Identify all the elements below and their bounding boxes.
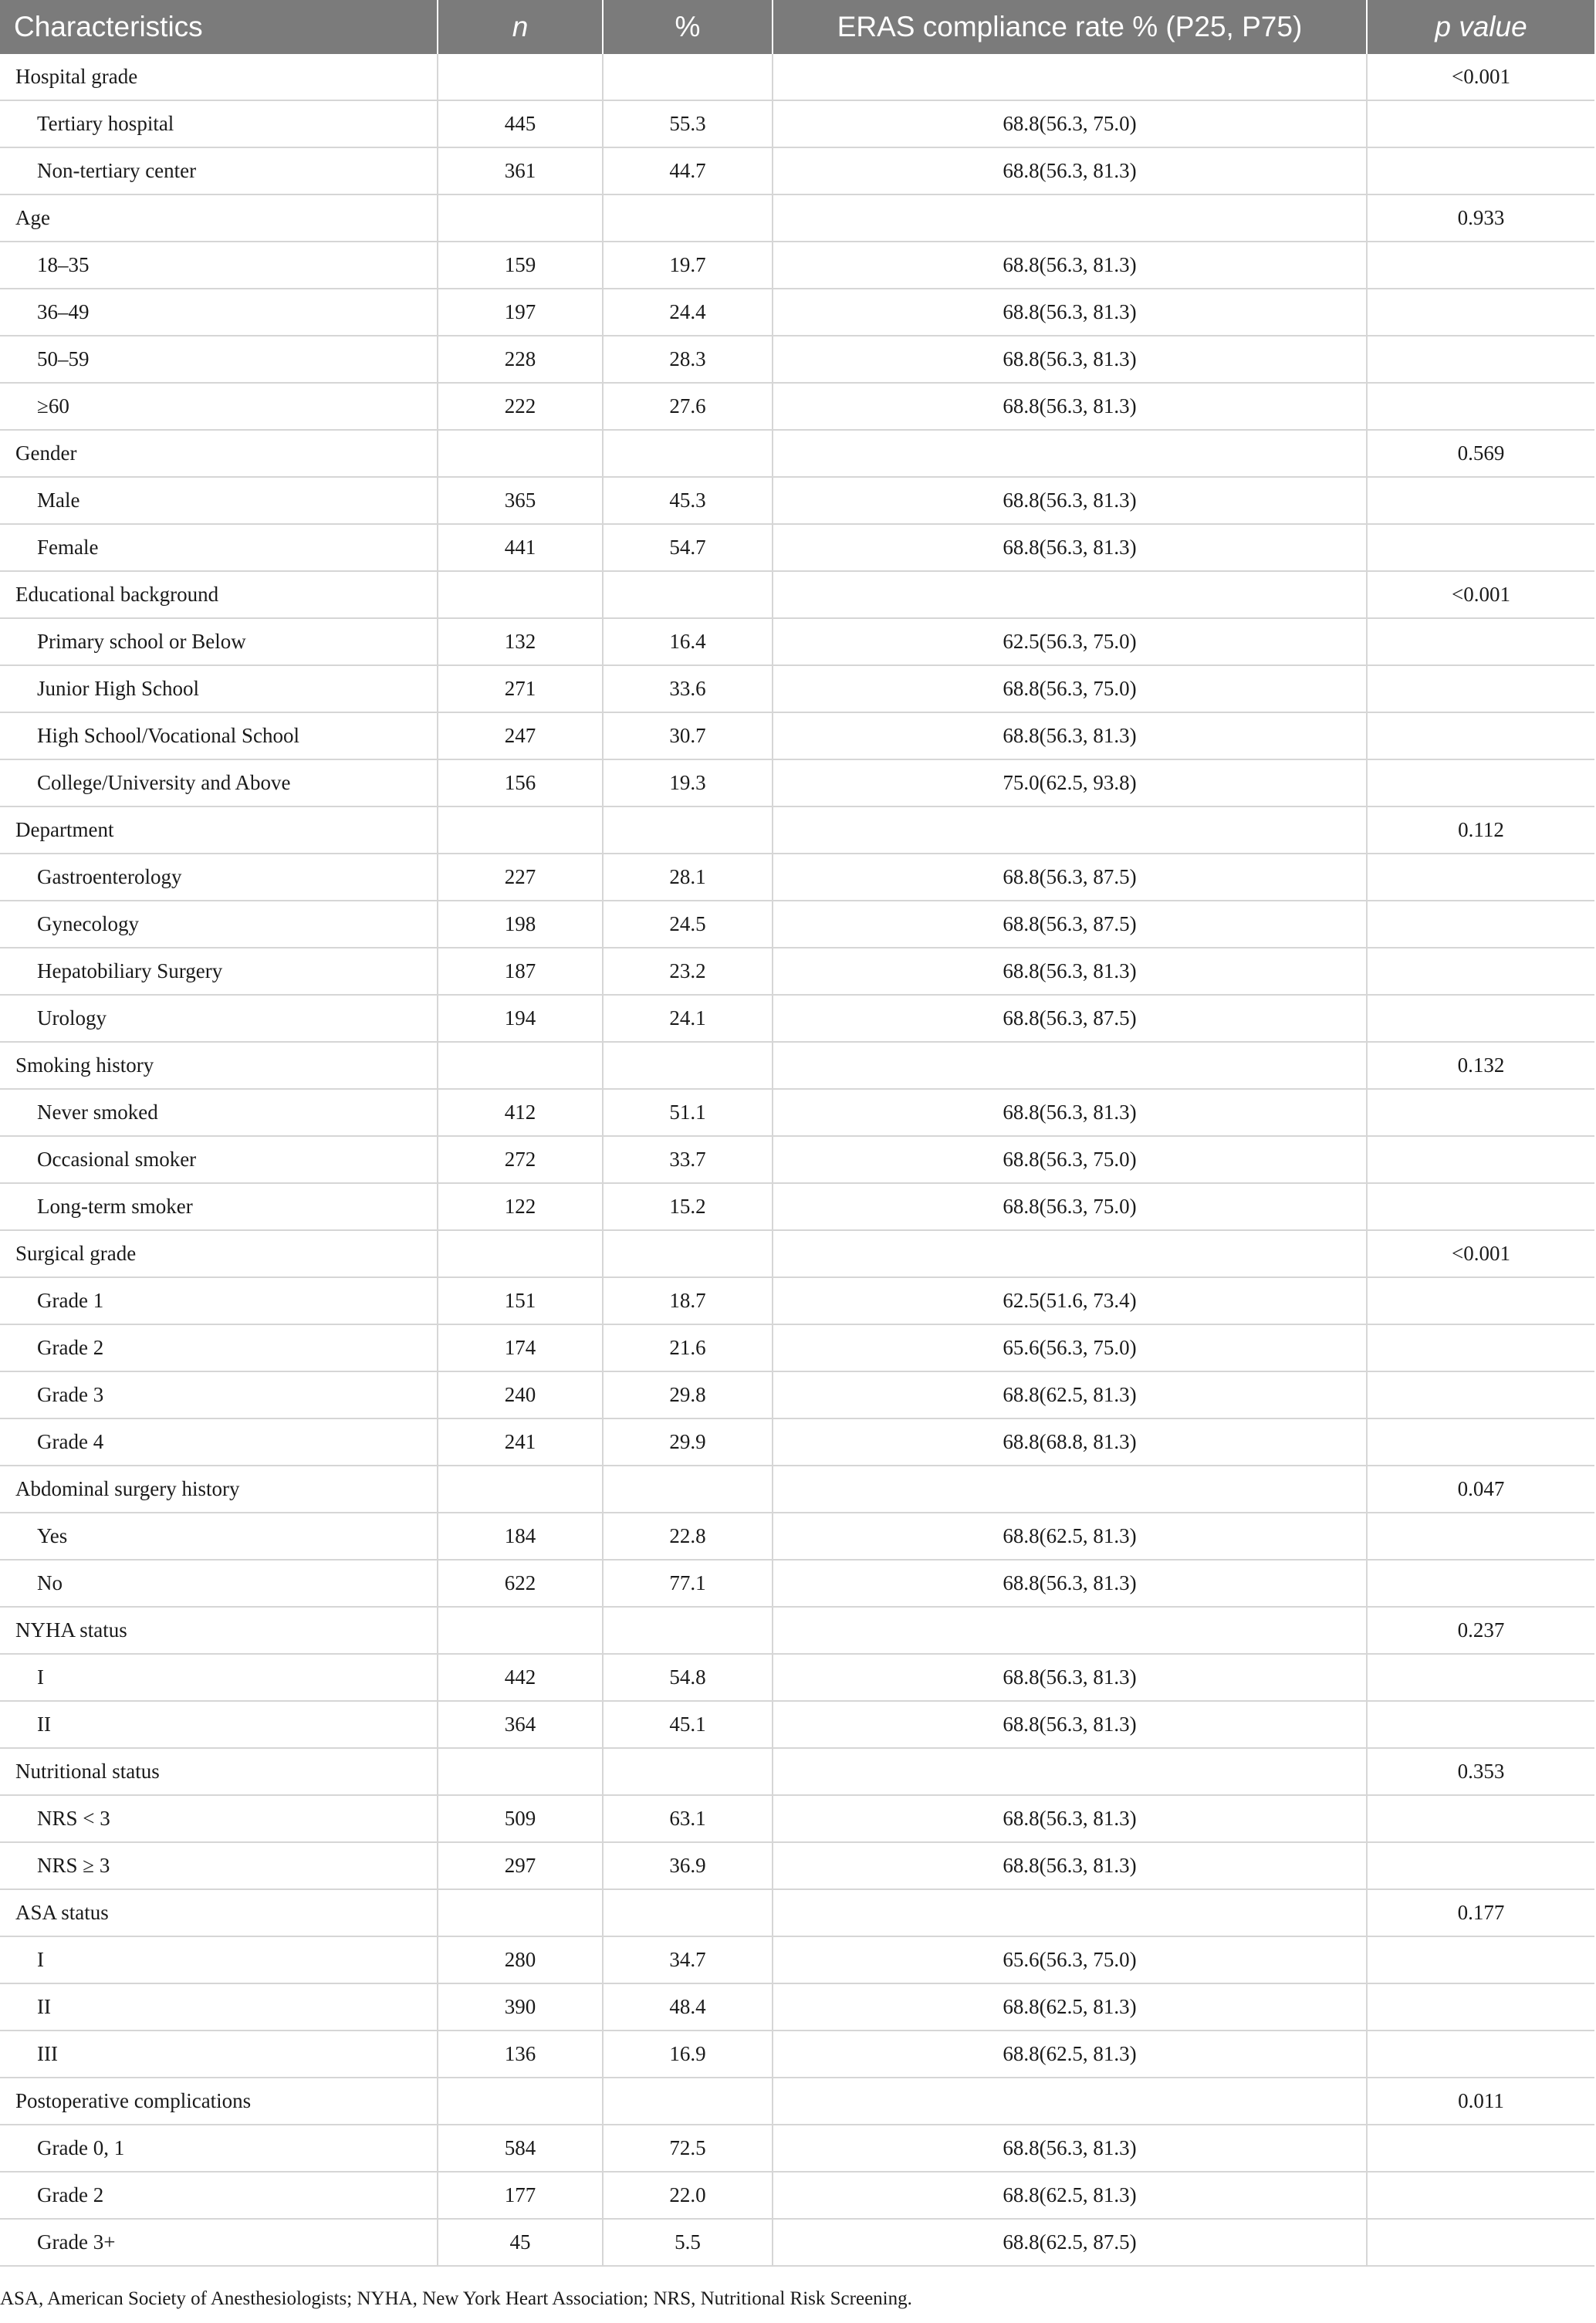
header-p-value-text: p value bbox=[1435, 11, 1527, 42]
header-n: n bbox=[438, 0, 603, 54]
cell-n bbox=[438, 1230, 603, 1277]
cell-percent bbox=[603, 2078, 773, 2125]
cell-percent: 54.8 bbox=[603, 1654, 773, 1701]
cell-percent: 36.9 bbox=[603, 1842, 773, 1889]
cell-characteristic: Postoperative complications bbox=[0, 2078, 438, 2125]
cell-n: 445 bbox=[438, 100, 603, 147]
cell-eras-compliance: 68.8(56.3, 87.5) bbox=[773, 854, 1367, 901]
cell-n: 365 bbox=[438, 477, 603, 524]
cell-p-value: 0.112 bbox=[1367, 806, 1594, 854]
cell-n bbox=[438, 194, 603, 242]
cell-eras-compliance bbox=[773, 1607, 1367, 1654]
table-group-row bbox=[0, 2078, 1594, 2125]
cell-characteristic: ASA status bbox=[0, 1889, 438, 1936]
table-row bbox=[0, 477, 1594, 524]
cell-characteristic: II bbox=[0, 1983, 438, 2031]
table-row bbox=[0, 1183, 1594, 1230]
cell-n bbox=[438, 1889, 603, 1936]
table-group-row bbox=[0, 430, 1594, 477]
cell-n: 227 bbox=[438, 854, 603, 901]
cell-eras-compliance bbox=[773, 1042, 1367, 1089]
cell-characteristic: Grade 1 bbox=[0, 1277, 438, 1324]
cell-n: 272 bbox=[438, 1136, 603, 1183]
cell-p-value bbox=[1367, 289, 1594, 336]
table-row bbox=[0, 1136, 1594, 1183]
cell-percent: 19.7 bbox=[603, 242, 773, 289]
cell-p-value: <0.001 bbox=[1367, 1230, 1594, 1277]
cell-eras-compliance: 68.8(56.3, 81.3) bbox=[773, 1795, 1367, 1842]
cell-percent: 19.3 bbox=[603, 759, 773, 806]
cell-percent: 15.2 bbox=[603, 1183, 773, 1230]
cell-percent: 45.3 bbox=[603, 477, 773, 524]
table-row bbox=[0, 995, 1594, 1042]
cell-percent: 27.6 bbox=[603, 383, 773, 430]
cell-characteristic: College/University and Above bbox=[0, 759, 438, 806]
cell-percent bbox=[603, 194, 773, 242]
cell-eras-compliance: 68.8(56.3, 81.3) bbox=[773, 289, 1367, 336]
table-group-row bbox=[0, 571, 1594, 618]
table-row bbox=[0, 1654, 1594, 1701]
cell-eras-compliance bbox=[773, 1748, 1367, 1795]
cell-p-value bbox=[1367, 1842, 1594, 1889]
cell-p-value bbox=[1367, 995, 1594, 1042]
cell-n bbox=[438, 430, 603, 477]
cell-characteristic: Grade 2 bbox=[0, 2172, 438, 2219]
cell-n bbox=[438, 806, 603, 854]
cell-characteristic: ≥60 bbox=[0, 383, 438, 430]
cell-n: 241 bbox=[438, 1418, 603, 1466]
cell-percent bbox=[603, 1889, 773, 1936]
table-group-row bbox=[0, 1607, 1594, 1654]
cell-eras-compliance: 68.8(56.3, 81.3) bbox=[773, 524, 1367, 571]
cell-eras-compliance: 68.8(62.5, 81.3) bbox=[773, 1983, 1367, 2031]
cell-n: 194 bbox=[438, 995, 603, 1042]
cell-percent: 51.1 bbox=[603, 1089, 773, 1136]
cell-n: 509 bbox=[438, 1795, 603, 1842]
table-row bbox=[0, 759, 1594, 806]
cell-p-value bbox=[1367, 147, 1594, 194]
cell-characteristic: No bbox=[0, 1560, 438, 1607]
header-row bbox=[0, 0, 1594, 54]
cell-characteristic: Age bbox=[0, 194, 438, 242]
cell-p-value bbox=[1367, 1183, 1594, 1230]
cell-percent: 48.4 bbox=[603, 1983, 773, 2031]
cell-characteristic: Hepatobiliary Surgery bbox=[0, 948, 438, 995]
cell-n bbox=[438, 54, 603, 100]
cell-n bbox=[438, 1466, 603, 1513]
cell-characteristic: Yes bbox=[0, 1513, 438, 1560]
cell-p-value bbox=[1367, 901, 1594, 948]
cell-p-value bbox=[1367, 1795, 1594, 1842]
cell-eras-compliance bbox=[773, 1889, 1367, 1936]
header-percent: % bbox=[603, 0, 773, 54]
table-header bbox=[0, 0, 1594, 54]
table-group-row bbox=[0, 54, 1594, 100]
cell-characteristic: Never smoked bbox=[0, 1089, 438, 1136]
cell-characteristic: Grade 4 bbox=[0, 1418, 438, 1466]
table-row bbox=[0, 1701, 1594, 1748]
cell-percent: 72.5 bbox=[603, 2125, 773, 2172]
header-eras-compliance: ERAS compliance rate % (P25, P75) bbox=[773, 0, 1367, 54]
cell-characteristic: Hospital grade bbox=[0, 54, 438, 100]
table-row bbox=[0, 1277, 1594, 1324]
cell-p-value bbox=[1367, 712, 1594, 759]
cell-percent: 22.0 bbox=[603, 2172, 773, 2219]
cell-percent: 29.8 bbox=[603, 1371, 773, 1418]
cell-eras-compliance: 68.8(68.8, 81.3) bbox=[773, 1418, 1367, 1466]
cell-n bbox=[438, 2078, 603, 2125]
cell-eras-compliance: 68.8(56.3, 81.3) bbox=[773, 1842, 1367, 1889]
cell-eras-compliance: 68.8(56.3, 81.3) bbox=[773, 1560, 1367, 1607]
table-row bbox=[0, 147, 1594, 194]
cell-percent: 54.7 bbox=[603, 524, 773, 571]
header-characteristics: Characteristics bbox=[0, 0, 438, 54]
table-row bbox=[0, 1371, 1594, 1418]
cell-eras-compliance: 68.8(56.3, 81.3) bbox=[773, 336, 1367, 383]
cell-p-value: 0.011 bbox=[1367, 2078, 1594, 2125]
cell-n: 442 bbox=[438, 1654, 603, 1701]
table-row bbox=[0, 1936, 1594, 1983]
cell-characteristic: Grade 2 bbox=[0, 1324, 438, 1371]
table-row bbox=[0, 1795, 1594, 1842]
cell-characteristic: Grade 0, 1 bbox=[0, 2125, 438, 2172]
cell-n: 187 bbox=[438, 948, 603, 995]
cell-characteristic: Tertiary hospital bbox=[0, 100, 438, 147]
table-row bbox=[0, 665, 1594, 712]
cell-p-value bbox=[1367, 759, 1594, 806]
cell-n: 240 bbox=[438, 1371, 603, 1418]
cell-percent: 28.1 bbox=[603, 854, 773, 901]
cell-p-value: 0.047 bbox=[1367, 1466, 1594, 1513]
cell-percent: 22.8 bbox=[603, 1513, 773, 1560]
cell-percent: 28.3 bbox=[603, 336, 773, 383]
header-p-value bbox=[1367, 0, 1594, 54]
cell-p-value bbox=[1367, 2219, 1594, 2266]
cell-percent: 34.7 bbox=[603, 1936, 773, 1983]
cell-characteristic: Urology bbox=[0, 995, 438, 1042]
cell-characteristic: Non-tertiary center bbox=[0, 147, 438, 194]
cell-n: 45 bbox=[438, 2219, 603, 2266]
cell-n bbox=[438, 1607, 603, 1654]
cell-eras-compliance: 68.8(56.3, 75.0) bbox=[773, 665, 1367, 712]
cell-p-value bbox=[1367, 2172, 1594, 2219]
cell-eras-compliance bbox=[773, 1466, 1367, 1513]
cell-p-value bbox=[1367, 100, 1594, 147]
cell-p-value bbox=[1367, 1513, 1594, 1560]
cell-characteristic: Primary school or Below bbox=[0, 618, 438, 665]
table-row bbox=[0, 242, 1594, 289]
cell-percent bbox=[603, 1466, 773, 1513]
cell-eras-compliance: 68.8(56.3, 87.5) bbox=[773, 995, 1367, 1042]
cell-percent: 29.9 bbox=[603, 1418, 773, 1466]
cell-characteristic: 50–59 bbox=[0, 336, 438, 383]
cell-p-value bbox=[1367, 1983, 1594, 2031]
cell-n: 280 bbox=[438, 1936, 603, 1983]
cell-n: 222 bbox=[438, 383, 603, 430]
cell-eras-compliance: 68.8(56.3, 75.0) bbox=[773, 1136, 1367, 1183]
cell-characteristic: 18–35 bbox=[0, 242, 438, 289]
cell-p-value bbox=[1367, 2125, 1594, 2172]
cell-percent: 33.6 bbox=[603, 665, 773, 712]
cell-n bbox=[438, 1748, 603, 1795]
cell-eras-compliance: 68.8(56.3, 81.3) bbox=[773, 147, 1367, 194]
cell-percent bbox=[603, 430, 773, 477]
cell-eras-compliance: 68.8(62.5, 81.3) bbox=[773, 1513, 1367, 1560]
cell-characteristic: Surgical grade bbox=[0, 1230, 438, 1277]
cell-percent: 24.5 bbox=[603, 901, 773, 948]
table-group-row bbox=[0, 1889, 1594, 1936]
cell-n bbox=[438, 571, 603, 618]
cell-p-value: <0.001 bbox=[1367, 54, 1594, 100]
cell-characteristic: Occasional smoker bbox=[0, 1136, 438, 1183]
cell-eras-compliance: 75.0(62.5, 93.8) bbox=[773, 759, 1367, 806]
cell-p-value bbox=[1367, 948, 1594, 995]
cell-percent: 44.7 bbox=[603, 147, 773, 194]
cell-characteristic: I bbox=[0, 1936, 438, 1983]
table-group-row bbox=[0, 194, 1594, 242]
table-row bbox=[0, 1418, 1594, 1466]
cell-p-value: 0.177 bbox=[1367, 1889, 1594, 1936]
cell-n: 159 bbox=[438, 242, 603, 289]
cell-characteristic: Gender bbox=[0, 430, 438, 477]
cell-percent bbox=[603, 1748, 773, 1795]
cell-p-value bbox=[1367, 1560, 1594, 1607]
cell-eras-compliance: 68.8(62.5, 81.3) bbox=[773, 2031, 1367, 2078]
cell-n: 622 bbox=[438, 1560, 603, 1607]
table-row bbox=[0, 948, 1594, 995]
cell-percent: 21.6 bbox=[603, 1324, 773, 1371]
cell-characteristic: I bbox=[0, 1654, 438, 1701]
table-group-row bbox=[0, 1042, 1594, 1089]
cell-eras-compliance: 68.8(62.5, 81.3) bbox=[773, 2172, 1367, 2219]
cell-characteristic: Department bbox=[0, 806, 438, 854]
table-group-row bbox=[0, 1230, 1594, 1277]
cell-characteristic: Smoking history bbox=[0, 1042, 438, 1089]
cell-p-value bbox=[1367, 1324, 1594, 1371]
table-row bbox=[0, 2125, 1594, 2172]
cell-eras-compliance bbox=[773, 571, 1367, 618]
cell-characteristic: Long-term smoker bbox=[0, 1183, 438, 1230]
table-row bbox=[0, 1324, 1594, 1371]
cell-eras-compliance: 68.8(56.3, 75.0) bbox=[773, 100, 1367, 147]
cell-characteristic: Male bbox=[0, 477, 438, 524]
table-row bbox=[0, 854, 1594, 901]
cell-eras-compliance: 68.8(56.3, 81.3) bbox=[773, 2125, 1367, 2172]
cell-eras-compliance bbox=[773, 1230, 1367, 1277]
cell-p-value bbox=[1367, 1418, 1594, 1466]
cell-percent: 23.2 bbox=[603, 948, 773, 995]
cell-n: 412 bbox=[438, 1089, 603, 1136]
cell-eras-compliance bbox=[773, 54, 1367, 100]
cell-characteristic: Gynecology bbox=[0, 901, 438, 948]
cell-p-value bbox=[1367, 242, 1594, 289]
cell-eras-compliance: 65.6(56.3, 75.0) bbox=[773, 1324, 1367, 1371]
cell-eras-compliance: 68.8(56.3, 75.0) bbox=[773, 1183, 1367, 1230]
cell-p-value: 0.237 bbox=[1367, 1607, 1594, 1654]
cell-n: 156 bbox=[438, 759, 603, 806]
cell-n: 132 bbox=[438, 618, 603, 665]
table-row bbox=[0, 1842, 1594, 1889]
cell-eras-compliance: 65.6(56.3, 75.0) bbox=[773, 1936, 1367, 1983]
table-row bbox=[0, 336, 1594, 383]
cell-p-value bbox=[1367, 1089, 1594, 1136]
cell-eras-compliance: 68.8(56.3, 81.3) bbox=[773, 1654, 1367, 1701]
cell-eras-compliance: 68.8(56.3, 87.5) bbox=[773, 901, 1367, 948]
cell-p-value bbox=[1367, 1277, 1594, 1324]
table-row bbox=[0, 2219, 1594, 2266]
cell-percent: 63.1 bbox=[603, 1795, 773, 1842]
cell-percent: 45.1 bbox=[603, 1701, 773, 1748]
cell-n: 361 bbox=[438, 147, 603, 194]
cell-p-value bbox=[1367, 2031, 1594, 2078]
cell-eras-compliance: 68.8(62.5, 81.3) bbox=[773, 1371, 1367, 1418]
cell-n: 364 bbox=[438, 1701, 603, 1748]
cell-p-value bbox=[1367, 524, 1594, 571]
cell-characteristic: Abdominal surgery history bbox=[0, 1466, 438, 1513]
cell-p-value bbox=[1367, 336, 1594, 383]
cell-characteristic: Junior High School bbox=[0, 665, 438, 712]
cell-characteristic: 36–49 bbox=[0, 289, 438, 336]
table-row bbox=[0, 1513, 1594, 1560]
cell-p-value: 0.132 bbox=[1367, 1042, 1594, 1089]
cell-eras-compliance bbox=[773, 2078, 1367, 2125]
cell-characteristic: Grade 3 bbox=[0, 1371, 438, 1418]
table-footnote: ASA, American Society of Anesthesiologists; NYHA, New York Heart Association; NRS, Nutritional Risk Screening. bbox=[0, 2288, 912, 2309]
cell-percent: 55.3 bbox=[603, 100, 773, 147]
table-row bbox=[0, 524, 1594, 571]
cell-n: 390 bbox=[438, 1983, 603, 2031]
cell-percent bbox=[603, 1042, 773, 1089]
table-group-row bbox=[0, 806, 1594, 854]
cell-percent bbox=[603, 1230, 773, 1277]
cell-percent: 16.4 bbox=[603, 618, 773, 665]
cell-p-value: <0.001 bbox=[1367, 571, 1594, 618]
cell-percent bbox=[603, 806, 773, 854]
cell-n: 198 bbox=[438, 901, 603, 948]
cell-percent: 30.7 bbox=[603, 712, 773, 759]
cell-n: 151 bbox=[438, 1277, 603, 1324]
cell-percent: 33.7 bbox=[603, 1136, 773, 1183]
cell-n: 271 bbox=[438, 665, 603, 712]
table-group-row bbox=[0, 1466, 1594, 1513]
cell-characteristic: Gastroenterology bbox=[0, 854, 438, 901]
cell-eras-compliance bbox=[773, 194, 1367, 242]
cell-p-value bbox=[1367, 1701, 1594, 1748]
cell-p-value bbox=[1367, 1136, 1594, 1183]
cell-p-value bbox=[1367, 1371, 1594, 1418]
cell-characteristic: NYHA status bbox=[0, 1607, 438, 1654]
cell-eras-compliance: 68.8(56.3, 81.3) bbox=[773, 242, 1367, 289]
cell-percent: 18.7 bbox=[603, 1277, 773, 1324]
cell-eras-compliance: 68.8(56.3, 81.3) bbox=[773, 948, 1367, 995]
cell-p-value bbox=[1367, 618, 1594, 665]
cell-percent bbox=[603, 1607, 773, 1654]
table-row bbox=[0, 1983, 1594, 2031]
table-row bbox=[0, 618, 1594, 665]
cell-n: 136 bbox=[438, 2031, 603, 2078]
cell-percent bbox=[603, 571, 773, 618]
cell-n: 174 bbox=[438, 1324, 603, 1371]
cell-eras-compliance bbox=[773, 806, 1367, 854]
cell-eras-compliance: 68.8(62.5, 87.5) bbox=[773, 2219, 1367, 2266]
cell-eras-compliance: 68.8(56.3, 81.3) bbox=[773, 383, 1367, 430]
cell-eras-compliance: 62.5(51.6, 73.4) bbox=[773, 1277, 1367, 1324]
cell-n: 122 bbox=[438, 1183, 603, 1230]
cell-p-value bbox=[1367, 854, 1594, 901]
cell-p-value: 0.933 bbox=[1367, 194, 1594, 242]
cell-p-value bbox=[1367, 1936, 1594, 1983]
cell-p-value bbox=[1367, 477, 1594, 524]
cell-percent: 24.1 bbox=[603, 995, 773, 1042]
cell-eras-compliance: 68.8(56.3, 81.3) bbox=[773, 477, 1367, 524]
cell-n: 441 bbox=[438, 524, 603, 571]
cell-p-value: 0.353 bbox=[1367, 1748, 1594, 1795]
cell-n: 297 bbox=[438, 1842, 603, 1889]
table-row bbox=[0, 383, 1594, 430]
cell-characteristic: High School/Vocational School bbox=[0, 712, 438, 759]
cell-percent: 24.4 bbox=[603, 289, 773, 336]
cell-characteristic: NRS < 3 bbox=[0, 1795, 438, 1842]
cell-p-value bbox=[1367, 665, 1594, 712]
cell-percent: 5.5 bbox=[603, 2219, 773, 2266]
cell-n: 228 bbox=[438, 336, 603, 383]
cell-eras-compliance bbox=[773, 430, 1367, 477]
table-row bbox=[0, 100, 1594, 147]
cell-n bbox=[438, 1042, 603, 1089]
cell-eras-compliance: 68.8(56.3, 81.3) bbox=[773, 1089, 1367, 1136]
table-row bbox=[0, 712, 1594, 759]
table-row bbox=[0, 289, 1594, 336]
cell-eras-compliance: 68.8(56.3, 81.3) bbox=[773, 1701, 1367, 1748]
table-row bbox=[0, 1560, 1594, 1607]
cell-n: 247 bbox=[438, 712, 603, 759]
cell-characteristic: Educational background bbox=[0, 571, 438, 618]
table-body bbox=[0, 54, 1594, 2266]
cell-percent: 16.9 bbox=[603, 2031, 773, 2078]
cell-p-value bbox=[1367, 383, 1594, 430]
cell-characteristic: III bbox=[0, 2031, 438, 2078]
table-row bbox=[0, 2172, 1594, 2219]
cell-n: 177 bbox=[438, 2172, 603, 2219]
cell-eras-compliance: 62.5(56.3, 75.0) bbox=[773, 618, 1367, 665]
table-row bbox=[0, 901, 1594, 948]
cell-n: 584 bbox=[438, 2125, 603, 2172]
cell-characteristic: Female bbox=[0, 524, 438, 571]
cell-p-value: 0.569 bbox=[1367, 430, 1594, 477]
cell-n: 184 bbox=[438, 1513, 603, 1560]
cell-characteristic: NRS ≥ 3 bbox=[0, 1842, 438, 1889]
cell-percent: 77.1 bbox=[603, 1560, 773, 1607]
cell-p-value bbox=[1367, 1654, 1594, 1701]
cell-characteristic: II bbox=[0, 1701, 438, 1748]
table-row bbox=[0, 2031, 1594, 2078]
cell-percent bbox=[603, 54, 773, 100]
cell-characteristic: Nutritional status bbox=[0, 1748, 438, 1795]
table-row bbox=[0, 1089, 1594, 1136]
cell-n: 197 bbox=[438, 289, 603, 336]
cell-eras-compliance: 68.8(56.3, 81.3) bbox=[773, 712, 1367, 759]
table-group-row bbox=[0, 1748, 1594, 1795]
cell-characteristic: Grade 3+ bbox=[0, 2219, 438, 2266]
